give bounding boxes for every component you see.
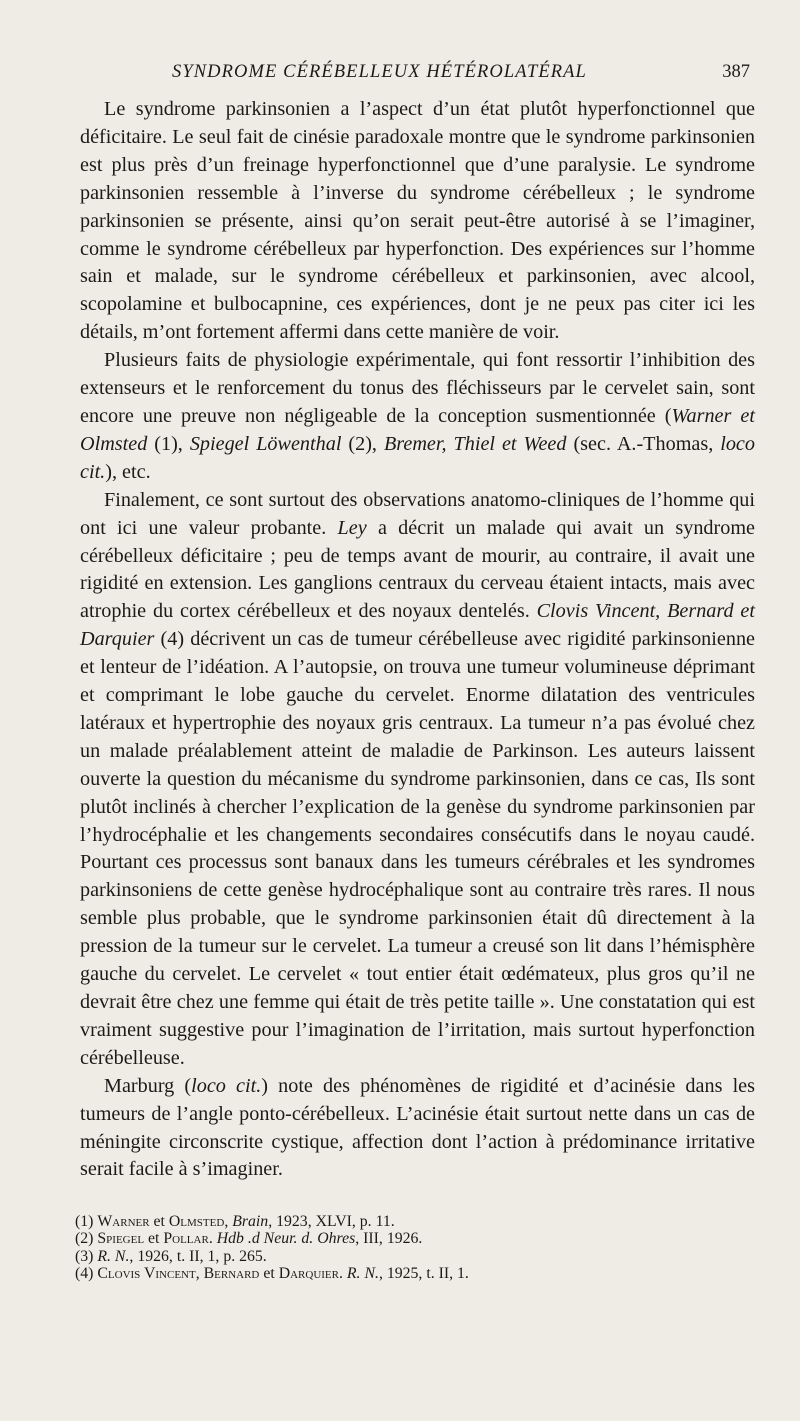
- footnotes: [75, 1213, 765, 1283]
- paragraph-3: [80, 487, 755, 1073]
- text-run: (1): [75, 1213, 98, 1230]
- text-run: (sec. A.-Thomas,: [566, 432, 721, 455]
- text-run: et: [149, 1213, 169, 1230]
- text-run: Le syndrome parkinsonien a l’aspect d’un état plutôt hyperfonctionnel que déficitaire. Le seul fait de cinésie paradoxale montre que le syndrome parkinsonien est plus près d’un freinage hyperfonctionnel que d’une paralysie. Le syndrome parkinsonien ressemble à l’inverse du syndrome cérébelleux ; le syndrome parkinsonien se présente, ainsi qu’on serait peut-être autorisé à se l’imaginer, comme le syndrome cérébelleux par hyperfonction. Des expériences sur l’homme sain et malade, sur le syndrome cérébelleux et parkinsonien, avec alcool, scopolamine et bulbocapnine, ces expériences, dont je ne peux pas citer ici les détails, m’ont fortement affermi dans cette manière de voir.: [80, 98, 755, 344]
- smallcaps-run: Olmsted: [168, 1213, 225, 1230]
- text-run: Marburg (: [104, 1074, 192, 1097]
- text-run: , 1923, XLVI, p. 11.: [268, 1213, 395, 1230]
- text-run: , III, 1926.: [355, 1230, 423, 1248]
- body-text: [80, 96, 755, 1184]
- italic-run: Hdb .d Neur. d. Ohres: [216, 1230, 356, 1248]
- text-run: , 1925, t. II, 1.: [378, 1265, 469, 1283]
- footnote-1: [75, 1213, 765, 1230]
- italic-run: Warner et Olmsted: [80, 404, 755, 455]
- text-run: .: [338, 1265, 347, 1283]
- smallcaps-run: Bernard: [203, 1265, 260, 1283]
- text-run: Plusieurs faits de physiologie expérimentale, qui font ressortir l’inhibition des extenseurs et le renforcement du tonus des fléchisseurs par le cervelet sain, sont encore une preuve non négligeable de la conception susmentionnée (: [80, 349, 755, 427]
- text-run: (2),: [341, 432, 384, 455]
- footnote-4: [75, 1265, 765, 1282]
- paragraph-2: [80, 347, 755, 487]
- text-run: Finalement, ce sont surtout des observations anatomo-cliniques de l’homme qui ont ici une valeur probante.: [80, 488, 755, 539]
- text-run: ,: [195, 1265, 204, 1283]
- text-run: (4) décrivent un cas de tumeur cérébelleuse avec rigidité parkinsonienne et lenteur de l’idéation. A l’autopsie, on trouva une tumeur volumineuse déprimant et comprimant le lobe gauche du cervelet. Enorme dilatation des ventricules latéraux et hypertrophie des noyaux gris centraux. La tumeur n’a pas évolué chez un malade préalablement atteint de maladie de Parkinson. Les auteurs laissent ouverte la question du mécanisme du syndrome parkinsonien, dans ce cas, Ils sont plutôt inclinés à chercher l’explication de la genèse du syndrome parkinsonien par l’hydrocéphalie et les changements secondaires consécutifs dans le noyau caudé. Pourtant ces processus sont banaux dans les tumeurs cérébrales et les syndromes parkinsoniens de cette genèse hydrocéphalique sont au contraire très rares. Il nous semble plus probable, que le syndrome parkinsonien était dû directement à la pression de la tumeur sur le cervelet. La tumeur a creusé son lit dans l’hémisphère gauche du cervelet. Le cervelet « tout entier était œdémateux, plus gros qu’il ne devrait être chez une femme qui était de très petite taille ». Une constatation qui est vraiment suggestive pour l’imagination de l’irritation, mais surtout hyperfonction cérébelleuse.: [80, 628, 755, 1069]
- text-run: (4): [75, 1265, 98, 1283]
- italic-run: Clovis Vincent, Bernard et Darquier: [80, 600, 756, 651]
- text-run: ), etc.: [105, 460, 151, 483]
- text-run: (3): [75, 1247, 98, 1265]
- text-run: et: [259, 1265, 279, 1283]
- text-run: ) note des phénomènes de rigidité et d’acinésie dans les tumeurs de l’angle ponto-cérébelleux. L’acinésie était surtout nette dans un cas de méningite circonscrite cystique, affection dont l’action à prédominance irritative serait facile à s’imaginer.: [80, 1074, 755, 1181]
- text-run: (2): [75, 1230, 98, 1248]
- page-number: 387: [722, 62, 750, 82]
- italic-run: Bremer, Thiel et Weed: [383, 432, 567, 455]
- italic-run: Spiegel Löwenthal: [189, 432, 342, 455]
- italic-run: loco cit.: [191, 1074, 262, 1097]
- smallcaps-run: Pollar: [163, 1230, 209, 1248]
- page-header: [80, 58, 756, 90]
- text-run: et: [144, 1230, 164, 1248]
- smallcaps-run: Warner: [97, 1213, 150, 1230]
- text-run: a décrit un malade qui avait un syndrome cérébelleux déficitaire ; peu de temps avant de mourir, au contraire, il avait une rigidité en extension. Les ganglions centraux du cerveau étaient intacts, mais avec atrophie du cortex cérébelleux et des noyaux dentelés.: [80, 516, 755, 623]
- smallcaps-run: Clovis Vincent: [97, 1265, 196, 1283]
- italic-run: R. N.: [97, 1247, 130, 1265]
- running-title: SYNDROME CÉRÉBELLEUX HÉTÉROLATÉRAL: [172, 62, 587, 82]
- paragraph-1: [80, 96, 755, 347]
- smallcaps-run: Spiegel: [97, 1230, 145, 1248]
- footnote-3: [75, 1248, 765, 1265]
- text-run: , 1926, t. II, 1, p. 265.: [129, 1247, 267, 1265]
- italic-run: loco cit.: [80, 432, 755, 483]
- text-run: (1),: [147, 432, 190, 455]
- paragraph-4: [80, 1073, 755, 1185]
- italic-run: R. N.: [346, 1265, 379, 1283]
- italic-run: Ley: [337, 516, 367, 539]
- footnote-2: [75, 1230, 765, 1247]
- text-run: ,: [224, 1213, 233, 1230]
- text-run: .: [208, 1230, 217, 1248]
- italic-run: Brain: [232, 1213, 269, 1230]
- smallcaps-run: Darquier: [278, 1265, 339, 1283]
